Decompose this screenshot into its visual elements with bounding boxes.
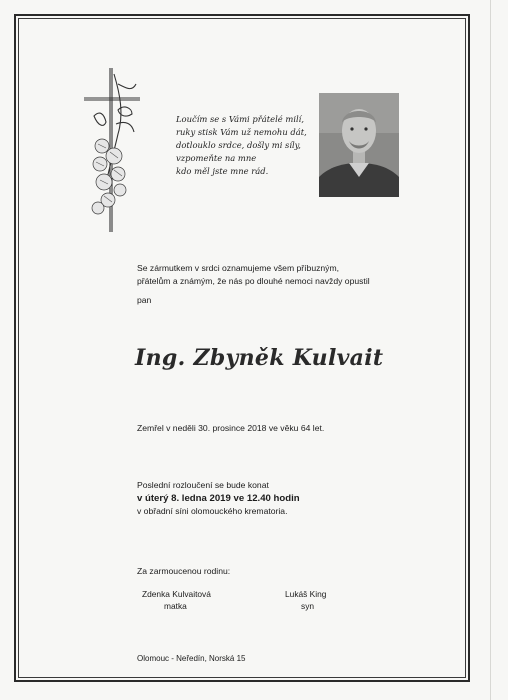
- signatory: [285, 588, 326, 612]
- family-address: Olomouc - Neředín, Norská 15: [137, 654, 246, 663]
- deceased-name: Ing. Zbyněk Kulvait: [135, 345, 384, 371]
- portrait-photo: [319, 93, 399, 197]
- death-info: Zemřel v neděli 30. prosince 2018 ve věku 64 let.: [137, 423, 325, 433]
- signatory: [142, 588, 211, 612]
- paper-fold-line: [490, 0, 491, 700]
- announcement-line: přátelům a známým, že nás po dlouhé nemoci navždy opustil: [137, 276, 370, 286]
- signatory-relation: syn: [301, 601, 315, 611]
- funeral-datetime: v úterý 8. ledna 2019 ve 12.40 hodin: [137, 493, 300, 504]
- family-intro: Za zarmoucenou rodinu:: [137, 566, 231, 576]
- funeral-info: [137, 479, 300, 518]
- poem-line: ruky stisk Vám už nemohu dát,: [176, 127, 307, 137]
- announcement-text: [137, 262, 370, 288]
- salutation-pan: pan: [137, 295, 152, 305]
- poem-line: dotlouklo srdce, došly mi síly,: [176, 140, 301, 150]
- signatory-name: Zdenka Kulvaitová: [142, 589, 211, 599]
- announcement-line: Se zármutkem v srdci oznamujeme všem příbuzným,: [137, 263, 340, 273]
- funeral-intro: Poslední rozloučení se bude konat: [137, 480, 269, 490]
- poem-line: kdo měl jste mne rád.: [176, 166, 269, 176]
- funeral-location: v obřadní síni olomouckého krematoria.: [137, 506, 288, 516]
- memorial-poem: [176, 113, 307, 178]
- cross-with-flowers-icon: [74, 64, 154, 236]
- poem-line: vzpomeňte na mne: [176, 153, 257, 163]
- poem-line: Loučím se s Vámi přátelé milí,: [176, 114, 305, 124]
- signatory-name: Lukáš King: [285, 589, 327, 599]
- signatory-relation: matka: [164, 601, 187, 611]
